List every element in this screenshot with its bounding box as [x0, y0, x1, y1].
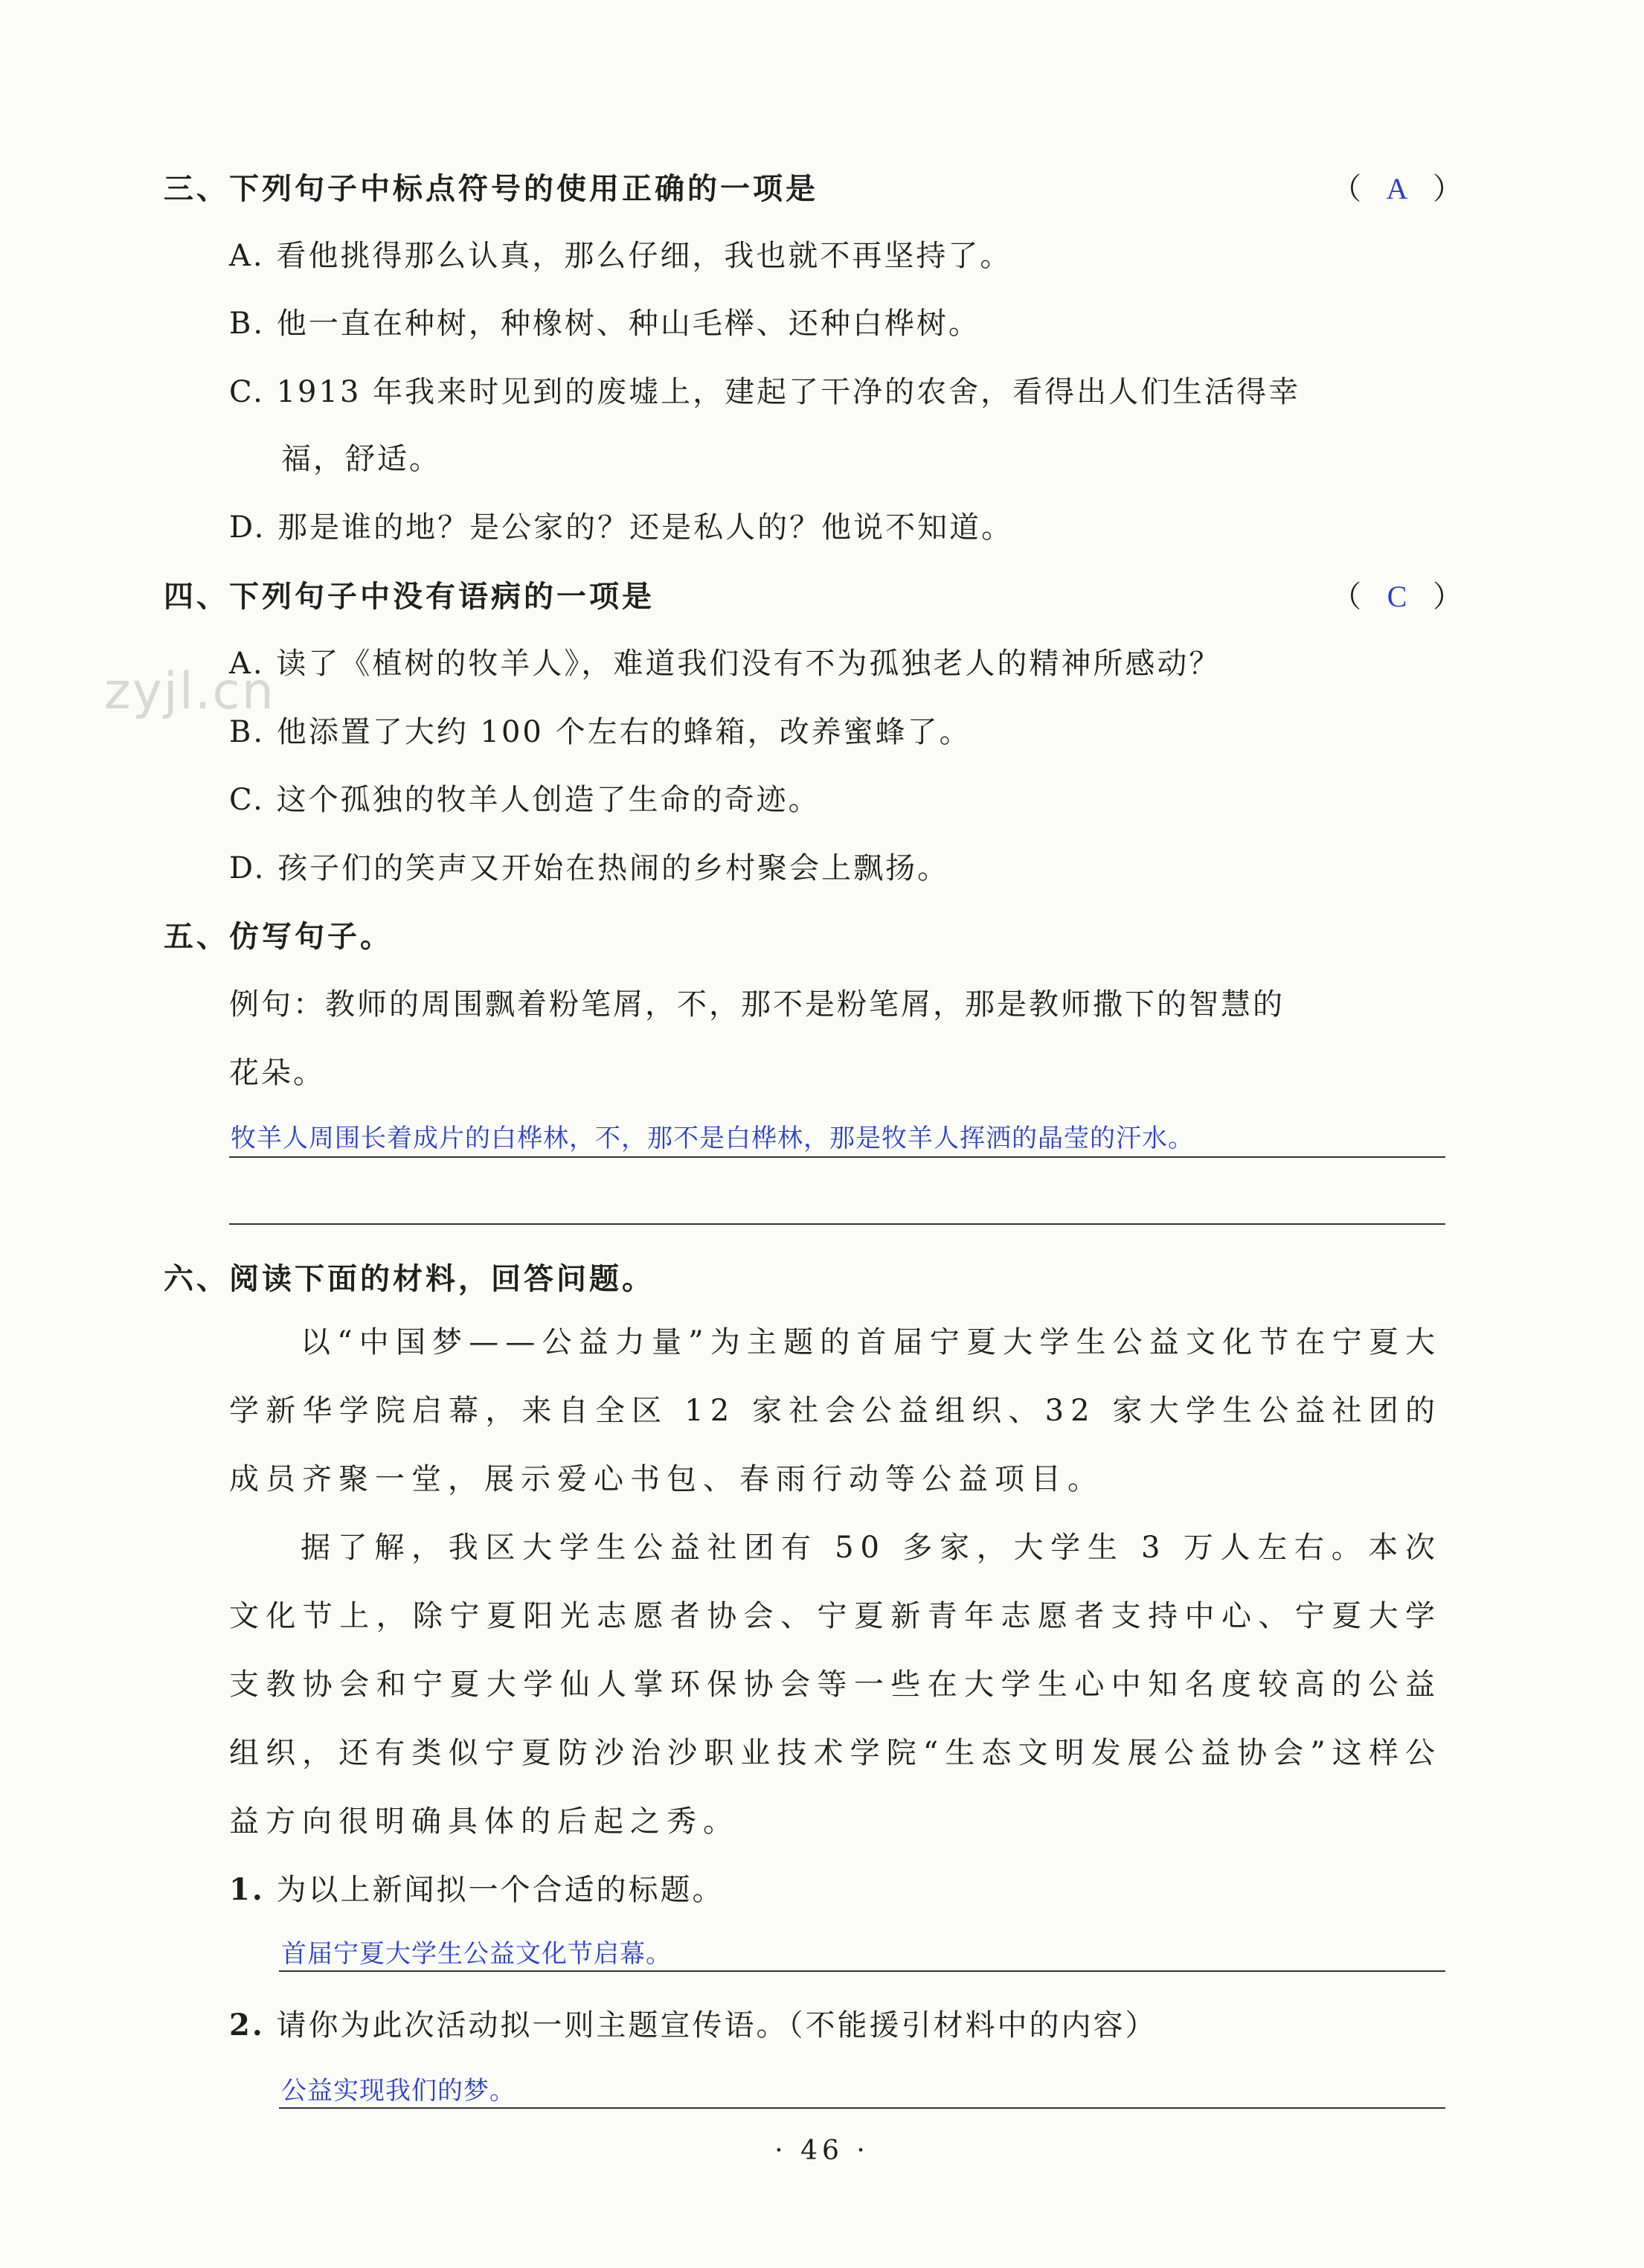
q6-sub1-answer-line	[279, 1970, 1445, 1972]
q3-option-a: A. 看他挑得那么认真，那么仔细，我也就不再坚持了。	[229, 239, 1012, 273]
q5-example-line1: 例句：教师的周围飘着粉笔屑，不，那不是粉笔屑，那是教师撒下的智慧的	[229, 987, 1285, 1022]
q4-option-c: C. 这个孤独的牧羊人创造了生命的奇迹。	[229, 783, 821, 817]
q3-option-c-cont: 福，舒适。	[281, 442, 441, 476]
q4-title: 四、下列句子中没有语病的一项是	[164, 579, 655, 614]
q3-answer-box: （ A ）	[1332, 172, 1462, 206]
q6-sub2-number: 2.	[229, 2008, 265, 2043]
q6-sub2	[229, 2002, 1157, 2044]
q3-answer: A	[1386, 172, 1408, 205]
q4-answer-box: （ C ）	[1332, 580, 1462, 614]
q6-sub1-number: 1.	[229, 1872, 265, 1907]
q4-option-d: D. 孩子们的笑声又开始在热闹的乡村聚会上飘扬。	[229, 851, 950, 885]
q6-sub1-handwritten-answer: 首届宁夏大学生公益文化节启幕。	[281, 1939, 672, 1969]
q5-answer-line-2	[229, 1223, 1445, 1225]
q5-answer-line-1	[229, 1156, 1445, 1158]
q6-sub2-handwritten-answer: 公益实现我们的梦。	[281, 2076, 516, 2106]
q6-sub1	[229, 1866, 724, 1909]
q3-option-b: B. 他一直在种树，种橡树、种山毛榉、还种白桦树。	[229, 307, 980, 341]
q4-option-a: A. 读了《植树的牧羊人》，难道我们没有不为孤独老人的精神所感动？	[229, 647, 1221, 681]
q6-sub2-answer-line	[279, 2107, 1445, 2109]
q3-option-d: D. 那是谁的地？是公家的？还是私人的？他说不知道。	[229, 510, 1014, 545]
q6-paragraph-2: 据了解，我区大学生公益社团有 50 多家，大学生 3 万人左右。本次文化节上，除宁夏阳光志愿者协会、宁夏新青年志愿者支持中心、宁夏大学支教协会和宁夏大学仙人掌环保协会等一些在大学生心中知名度较高的公益组织，还有类似宁夏防沙治沙职业技术学院“生态文明发展公益协会”这样公益方向很明确具体的后起之秀。	[229, 1531, 1442, 1839]
q3-title: 三、下列句子中标点符号的使用正确的一项是	[164, 171, 818, 206]
q5-handwritten-answer: 牧羊人周围长着成片的白桦林，不，那不是白桦林，那是牧羊人挥洒的晶莹的汗水。	[231, 1124, 1194, 1153]
q4-option-b: B. 他添置了大约 100 个左右的蜂箱，改养蜜蜂了。	[229, 715, 972, 749]
q6-paragraph-1: 以“中国梦——公益力量”为主题的首届宁夏大学生公益文化节在宁夏大学新华学院启幕，来自全区 12 家社会公益组织、32 家大学生公益社团的成员齐聚一堂，展示爱心书包、春雨行动等公益项目。	[229, 1325, 1442, 1496]
q3-option-c: C. 1913 年我来时见到的废墟上，建起了干净的农舍，看得出人们生活得幸	[229, 375, 1301, 409]
q5-example-line2: 花朵。	[229, 1056, 325, 1090]
q6-sub1-text: 为以上新闻拟一个合适的标题。	[276, 1873, 725, 1907]
q5-title: 五、仿写句子。	[164, 919, 393, 954]
q4-answer: C	[1387, 580, 1407, 613]
page-number: · 46 ·	[774, 2136, 870, 2166]
q6-sub2-text: 请你为此次活动拟一则主题宣传语。（不能援引材料中的内容）	[276, 2008, 1157, 2043]
watermark: zyjl.cn	[104, 662, 275, 721]
q6-title: 六、阅读下面的材料，回答问题。	[164, 1261, 655, 1296]
